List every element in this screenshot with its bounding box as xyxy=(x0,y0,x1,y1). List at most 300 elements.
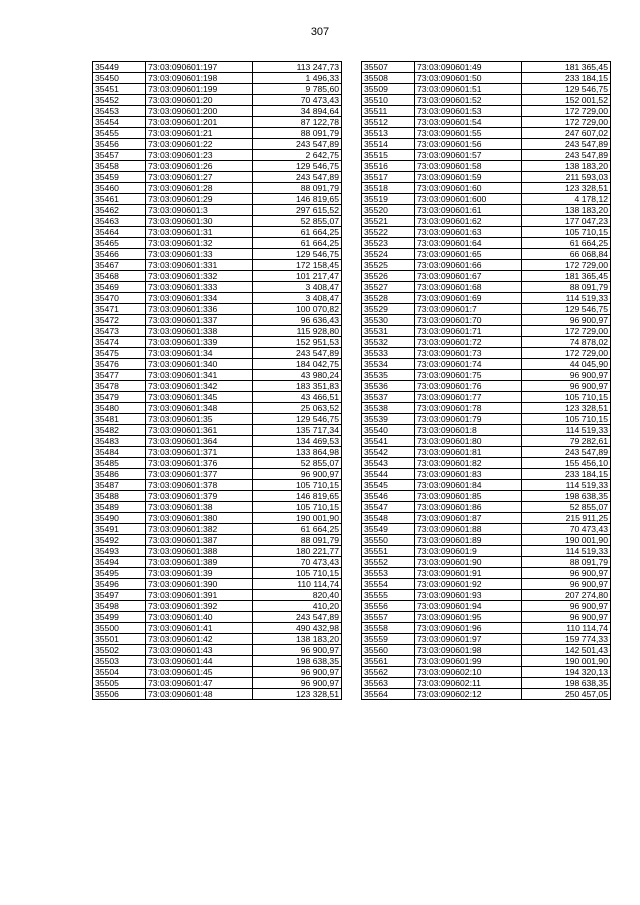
table-row xyxy=(93,469,342,480)
row-number: 35497 xyxy=(93,590,146,601)
table-row xyxy=(93,480,342,491)
row-number: 35458 xyxy=(93,161,146,172)
row-number: 35530 xyxy=(362,315,415,326)
cadastral-number: 73:03:090601:391 xyxy=(146,590,253,601)
row-number: 35454 xyxy=(93,117,146,128)
table-row xyxy=(93,194,342,205)
cadastral-number: 73:03:090601:31 xyxy=(146,227,253,238)
cadastral-value: 1 496,33 xyxy=(253,73,342,84)
cadastral-number: 73:03:090601:85 xyxy=(415,491,522,502)
row-number: 35559 xyxy=(362,634,415,645)
cadastral-value: 61 664,25 xyxy=(253,524,342,535)
cadastral-value: 172 729,00 xyxy=(522,260,611,271)
table-row xyxy=(93,458,342,469)
cadastral-number: 73:03:090601:340 xyxy=(146,359,253,370)
page-number: 307 xyxy=(310,26,330,38)
table-row xyxy=(362,392,611,403)
cadastral-number: 73:03:090601:93 xyxy=(415,590,522,601)
row-number: 35483 xyxy=(93,436,146,447)
row-number: 35508 xyxy=(362,73,415,84)
table-row xyxy=(362,150,611,161)
cadastral-number: 73:03:090601:90 xyxy=(415,557,522,568)
cadastral-number: 73:03:090601:94 xyxy=(415,601,522,612)
cadastral-number: 73:03:090601:376 xyxy=(146,458,253,469)
row-number: 35556 xyxy=(362,601,415,612)
cadastral-value: 243 547,89 xyxy=(253,612,342,623)
cadastral-number: 73:03:090601:79 xyxy=(415,414,522,425)
cadastral-number: 73:03:090601:40 xyxy=(146,612,253,623)
cadastral-number: 73:03:090601:97 xyxy=(415,634,522,645)
cadastral-number: 73:03:090601:76 xyxy=(415,381,522,392)
cadastral-value: 410,20 xyxy=(253,601,342,612)
table-row xyxy=(362,645,611,656)
row-number: 35505 xyxy=(93,678,146,689)
cadastral-number: 73:03:090601:197 xyxy=(146,62,253,73)
cadastral-number: 73:03:090601:28 xyxy=(146,183,253,194)
cadastral-number: 73:03:090601:47 xyxy=(146,678,253,689)
table-row xyxy=(362,95,611,106)
row-number: 35459 xyxy=(93,172,146,183)
table-row xyxy=(362,568,611,579)
cadastral-value: 114 519,33 xyxy=(522,425,611,436)
table-row xyxy=(362,183,611,194)
table-row xyxy=(93,645,342,656)
cadastral-value: 243 547,89 xyxy=(522,447,611,458)
table-row xyxy=(362,579,611,590)
row-number: 35509 xyxy=(362,84,415,95)
cadastral-value: 133 864,98 xyxy=(253,447,342,458)
row-number: 35553 xyxy=(362,568,415,579)
cadastral-number: 73:03:090601:56 xyxy=(415,139,522,150)
cadastral-value: 105 710,15 xyxy=(253,568,342,579)
cadastral-value: 233 184,15 xyxy=(522,73,611,84)
register-table-right xyxy=(361,61,611,700)
cadastral-value: 198 638,35 xyxy=(253,656,342,667)
row-number: 35491 xyxy=(93,524,146,535)
table-row xyxy=(93,447,342,458)
row-number: 35476 xyxy=(93,359,146,370)
table-row xyxy=(362,282,611,293)
table-row xyxy=(93,73,342,84)
row-number: 35496 xyxy=(93,579,146,590)
cadastral-value: 96 900,97 xyxy=(522,579,611,590)
cadastral-value: 105 710,15 xyxy=(253,502,342,513)
row-number: 35520 xyxy=(362,205,415,216)
cadastral-value: 215 911,25 xyxy=(522,513,611,524)
table-row xyxy=(93,689,342,700)
row-number: 35499 xyxy=(93,612,146,623)
table-row xyxy=(93,326,342,337)
row-number: 35543 xyxy=(362,458,415,469)
row-number: 35513 xyxy=(362,128,415,139)
table-row xyxy=(93,425,342,436)
cadastral-value: 2 642,75 xyxy=(253,150,342,161)
cadastral-value: 44 045,90 xyxy=(522,359,611,370)
row-number: 35498 xyxy=(93,601,146,612)
row-number: 35547 xyxy=(362,502,415,513)
table-row xyxy=(93,249,342,260)
row-number: 35527 xyxy=(362,282,415,293)
cadastral-value: 123 328,51 xyxy=(522,183,611,194)
cadastral-value: 66 068,84 xyxy=(522,249,611,260)
cadastral-number: 73:03:090601:78 xyxy=(415,403,522,414)
table-row xyxy=(362,304,611,315)
cadastral-number: 73:03:090601:338 xyxy=(146,326,253,337)
cadastral-value: 52 855,07 xyxy=(253,458,342,469)
cadastral-value: 129 546,75 xyxy=(253,161,342,172)
cadastral-value: 129 546,75 xyxy=(253,414,342,425)
table-row xyxy=(362,678,611,689)
cadastral-value: 190 001,90 xyxy=(253,513,342,524)
row-number: 35450 xyxy=(93,73,146,84)
table-row xyxy=(362,106,611,117)
cadastral-number: 73:03:090601:600 xyxy=(415,194,522,205)
table-row xyxy=(93,656,342,667)
row-number: 35486 xyxy=(93,469,146,480)
table-row xyxy=(362,425,611,436)
row-number: 35564 xyxy=(362,689,415,700)
cadastral-number: 73:03:090601:55 xyxy=(415,128,522,139)
cadastral-number: 73:03:090601:364 xyxy=(146,436,253,447)
row-number: 35552 xyxy=(362,557,415,568)
table-row xyxy=(362,293,611,304)
cadastral-number: 73:03:090601:342 xyxy=(146,381,253,392)
table-row xyxy=(362,337,611,348)
cadastral-number: 73:03:090601:27 xyxy=(146,172,253,183)
cadastral-value: 183 351,83 xyxy=(253,381,342,392)
table-row xyxy=(93,260,342,271)
cadastral-number: 73:03:090601:20 xyxy=(146,95,253,106)
cadastral-value: 243 547,89 xyxy=(253,172,342,183)
table-row xyxy=(93,491,342,502)
cadastral-value: 87 122,78 xyxy=(253,117,342,128)
row-number: 35521 xyxy=(362,216,415,227)
cadastral-value: 207 274,80 xyxy=(522,590,611,601)
cadastral-value: 146 819,65 xyxy=(253,194,342,205)
cadastral-value: 3 408,47 xyxy=(253,282,342,293)
row-number: 35462 xyxy=(93,205,146,216)
row-number: 35484 xyxy=(93,447,146,458)
table-row xyxy=(362,436,611,447)
cadastral-number: 73:03:090601:35 xyxy=(146,414,253,425)
row-number: 35451 xyxy=(93,84,146,95)
cadastral-value: 172 158,45 xyxy=(253,260,342,271)
cadastral-number: 73:03:090602:12 xyxy=(415,689,522,700)
row-number: 35481 xyxy=(93,414,146,425)
cadastral-value: 177 047,23 xyxy=(522,216,611,227)
table-row xyxy=(93,216,342,227)
cadastral-number: 73:03:090601:54 xyxy=(415,117,522,128)
row-number: 35514 xyxy=(362,139,415,150)
row-number: 35524 xyxy=(362,249,415,260)
cadastral-number: 73:03:090601:62 xyxy=(415,216,522,227)
table-row xyxy=(362,623,611,634)
cadastral-value: 297 615,52 xyxy=(253,205,342,216)
row-number: 35561 xyxy=(362,656,415,667)
cadastral-number: 73:03:090601:201 xyxy=(146,117,253,128)
row-number: 35453 xyxy=(93,106,146,117)
row-number: 35523 xyxy=(362,238,415,249)
table-row xyxy=(93,315,342,326)
table-row xyxy=(93,139,342,150)
cadastral-number: 73:03:090601:3 xyxy=(146,205,253,216)
row-number: 35534 xyxy=(362,359,415,370)
cadastral-number: 73:03:090601:60 xyxy=(415,183,522,194)
cadastral-value: 123 328,51 xyxy=(522,403,611,414)
cadastral-value: 105 710,15 xyxy=(522,414,611,425)
row-number: 35478 xyxy=(93,381,146,392)
cadastral-number: 73:03:090601:30 xyxy=(146,216,253,227)
row-number: 35533 xyxy=(362,348,415,359)
cadastral-value: 820,40 xyxy=(253,590,342,601)
cadastral-number: 73:03:090601:50 xyxy=(415,73,522,84)
table-row xyxy=(362,403,611,414)
row-number: 35518 xyxy=(362,183,415,194)
cadastral-number: 73:03:090601:33 xyxy=(146,249,253,260)
cadastral-number: 73:03:090601:34 xyxy=(146,348,253,359)
register-table-body xyxy=(362,62,611,700)
table-row xyxy=(93,62,342,73)
cadastral-number: 73:03:090601:387 xyxy=(146,535,253,546)
cadastral-value: 79 282,61 xyxy=(522,436,611,447)
cadastral-value: 142 501,43 xyxy=(522,645,611,656)
row-number: 35531 xyxy=(362,326,415,337)
row-number: 35501 xyxy=(93,634,146,645)
cadastral-number: 73:03:090601:390 xyxy=(146,579,253,590)
table-row xyxy=(362,667,611,678)
cadastral-value: 243 547,89 xyxy=(522,150,611,161)
cadastral-number: 73:03:090601:341 xyxy=(146,370,253,381)
cadastral-number: 73:03:090601:70 xyxy=(415,315,522,326)
row-number: 35469 xyxy=(93,282,146,293)
cadastral-value: 135 717,34 xyxy=(253,425,342,436)
cadastral-number: 73:03:090601:75 xyxy=(415,370,522,381)
table-row xyxy=(362,381,611,392)
cadastral-number: 73:03:090601:81 xyxy=(415,447,522,458)
cadastral-value: 114 519,33 xyxy=(522,480,611,491)
row-number: 35537 xyxy=(362,392,415,403)
table-row xyxy=(362,128,611,139)
table-row xyxy=(362,601,611,612)
table-row xyxy=(93,381,342,392)
cadastral-value: 105 710,15 xyxy=(522,227,611,238)
table-row xyxy=(362,656,611,667)
cadastral-number: 73:03:090601:382 xyxy=(146,524,253,535)
table-row xyxy=(362,117,611,128)
table-row xyxy=(93,535,342,546)
table-row xyxy=(362,238,611,249)
row-number: 35467 xyxy=(93,260,146,271)
table-row xyxy=(362,414,611,425)
cadastral-value: 250 457,05 xyxy=(522,689,611,700)
row-number: 35468 xyxy=(93,271,146,282)
table-row xyxy=(362,227,611,238)
table-row xyxy=(93,524,342,535)
table-row xyxy=(362,513,611,524)
cadastral-number: 73:03:090601:84 xyxy=(415,480,522,491)
cadastral-value: 96 900,97 xyxy=(522,568,611,579)
cadastral-number: 73:03:090601:337 xyxy=(146,315,253,326)
row-number: 35510 xyxy=(362,95,415,106)
cadastral-value: 70 473,43 xyxy=(253,95,342,106)
row-number: 35504 xyxy=(93,667,146,678)
table-row xyxy=(93,161,342,172)
row-number: 35490 xyxy=(93,513,146,524)
cadastral-value: 113 247,73 xyxy=(253,62,342,73)
row-number: 35532 xyxy=(362,337,415,348)
cadastral-number: 73:03:090601:68 xyxy=(415,282,522,293)
row-number: 35548 xyxy=(362,513,415,524)
cadastral-value: 43 466,51 xyxy=(253,392,342,403)
cadastral-number: 73:03:090601:7 xyxy=(415,304,522,315)
row-number: 35535 xyxy=(362,370,415,381)
cadastral-value: 4 178,12 xyxy=(522,194,611,205)
table-row xyxy=(93,601,342,612)
row-number: 35544 xyxy=(362,469,415,480)
table-row xyxy=(362,689,611,700)
cadastral-number: 73:03:090601:332 xyxy=(146,271,253,282)
cadastral-number: 73:03:090601:52 xyxy=(415,95,522,106)
cadastral-number: 73:03:090601:392 xyxy=(146,601,253,612)
row-number: 35529 xyxy=(362,304,415,315)
table-row xyxy=(362,271,611,282)
table-row xyxy=(93,590,342,601)
table-row xyxy=(362,502,611,513)
cadastral-value: 96 900,97 xyxy=(253,645,342,656)
table-row xyxy=(93,678,342,689)
table-row xyxy=(93,84,342,95)
cadastral-value: 172 729,00 xyxy=(522,326,611,337)
cadastral-value: 61 664,25 xyxy=(522,238,611,249)
cadastral-value: 243 547,89 xyxy=(253,139,342,150)
cadastral-number: 73:03:090601:59 xyxy=(415,172,522,183)
cadastral-number: 73:03:090601:86 xyxy=(415,502,522,513)
cadastral-value: 61 664,25 xyxy=(253,238,342,249)
table-row xyxy=(93,271,342,282)
cadastral-number: 73:03:090601:199 xyxy=(146,84,253,95)
cadastral-number: 73:03:090601:8 xyxy=(415,425,522,436)
row-number: 35555 xyxy=(362,590,415,601)
cadastral-value: 190 001,90 xyxy=(522,656,611,667)
row-number: 35526 xyxy=(362,271,415,282)
cadastral-value: 96 900,97 xyxy=(522,370,611,381)
cadastral-number: 73:03:090601:96 xyxy=(415,623,522,634)
cadastral-number: 73:03:090601:377 xyxy=(146,469,253,480)
table-row xyxy=(362,172,611,183)
cadastral-value: 100 070,82 xyxy=(253,304,342,315)
cadastral-number: 73:03:090601:44 xyxy=(146,656,253,667)
row-number: 35522 xyxy=(362,227,415,238)
cadastral-number: 73:03:090601:45 xyxy=(146,667,253,678)
register-table-left xyxy=(92,61,342,700)
cadastral-number: 73:03:090601:388 xyxy=(146,546,253,557)
row-number: 35456 xyxy=(93,139,146,150)
table-row xyxy=(93,359,342,370)
cadastral-number: 73:03:090601:98 xyxy=(415,645,522,656)
cadastral-number: 73:03:090601:43 xyxy=(146,645,253,656)
table-row xyxy=(362,260,611,271)
cadastral-value: 129 546,75 xyxy=(522,84,611,95)
row-number: 35493 xyxy=(93,546,146,557)
table-row xyxy=(362,524,611,535)
row-number: 35472 xyxy=(93,315,146,326)
cadastral-value: 115 928,80 xyxy=(253,326,342,337)
cadastral-value: 101 217,47 xyxy=(253,271,342,282)
row-number: 35519 xyxy=(362,194,415,205)
cadastral-number: 73:03:090601:61 xyxy=(415,205,522,216)
cadastral-value: 184 042,75 xyxy=(253,359,342,370)
cadastral-number: 73:03:090601:49 xyxy=(415,62,522,73)
table-row xyxy=(93,513,342,524)
table-row xyxy=(93,370,342,381)
table-row xyxy=(362,161,611,172)
cadastral-number: 73:03:090601:345 xyxy=(146,392,253,403)
cadastral-number: 73:03:090601:74 xyxy=(415,359,522,370)
cadastral-number: 73:03:090601:42 xyxy=(146,634,253,645)
row-number: 35473 xyxy=(93,326,146,337)
cadastral-number: 73:03:090601:77 xyxy=(415,392,522,403)
table-row xyxy=(362,326,611,337)
table-row xyxy=(93,106,342,117)
table-row xyxy=(93,502,342,513)
row-number: 35461 xyxy=(93,194,146,205)
table-row xyxy=(362,216,611,227)
row-number: 35477 xyxy=(93,370,146,381)
cadastral-value: 96 900,97 xyxy=(253,667,342,678)
row-number: 35457 xyxy=(93,150,146,161)
table-row xyxy=(93,414,342,425)
table-row xyxy=(93,172,342,183)
cadastral-value: 114 519,33 xyxy=(522,546,611,557)
table-row xyxy=(93,117,342,128)
table-row xyxy=(93,557,342,568)
cadastral-value: 96 900,97 xyxy=(522,612,611,623)
cadastral-number: 73:03:090601:336 xyxy=(146,304,253,315)
cadastral-number: 73:03:090601:371 xyxy=(146,447,253,458)
table-row xyxy=(362,370,611,381)
row-number: 35471 xyxy=(93,304,146,315)
cadastral-number: 73:03:090601:92 xyxy=(415,579,522,590)
row-number: 35460 xyxy=(93,183,146,194)
cadastral-value: 43 980,24 xyxy=(253,370,342,381)
table-row xyxy=(93,392,342,403)
cadastral-value: 96 900,97 xyxy=(522,601,611,612)
cadastral-number: 73:03:090601:63 xyxy=(415,227,522,238)
row-number: 35465 xyxy=(93,238,146,249)
row-number: 35562 xyxy=(362,667,415,678)
cadastral-value: 138 183,20 xyxy=(522,161,611,172)
row-number: 35502 xyxy=(93,645,146,656)
cadastral-number: 73:03:090601:95 xyxy=(415,612,522,623)
cadastral-value: 134 469,53 xyxy=(253,436,342,447)
cadastral-number: 73:03:090601:58 xyxy=(415,161,522,172)
table-row xyxy=(93,337,342,348)
table-row xyxy=(362,535,611,546)
row-number: 35558 xyxy=(362,623,415,634)
table-row xyxy=(362,348,611,359)
table-row xyxy=(93,282,342,293)
cadastral-value: 88 091,79 xyxy=(522,557,611,568)
row-number: 35474 xyxy=(93,337,146,348)
cadastral-number: 73:03:090601:57 xyxy=(415,150,522,161)
row-number: 35489 xyxy=(93,502,146,513)
row-number: 35528 xyxy=(362,293,415,304)
cadastral-number: 73:03:090601:21 xyxy=(146,128,253,139)
row-number: 35536 xyxy=(362,381,415,392)
table-row xyxy=(362,315,611,326)
table-row xyxy=(362,139,611,150)
cadastral-value: 152 951,53 xyxy=(253,337,342,348)
